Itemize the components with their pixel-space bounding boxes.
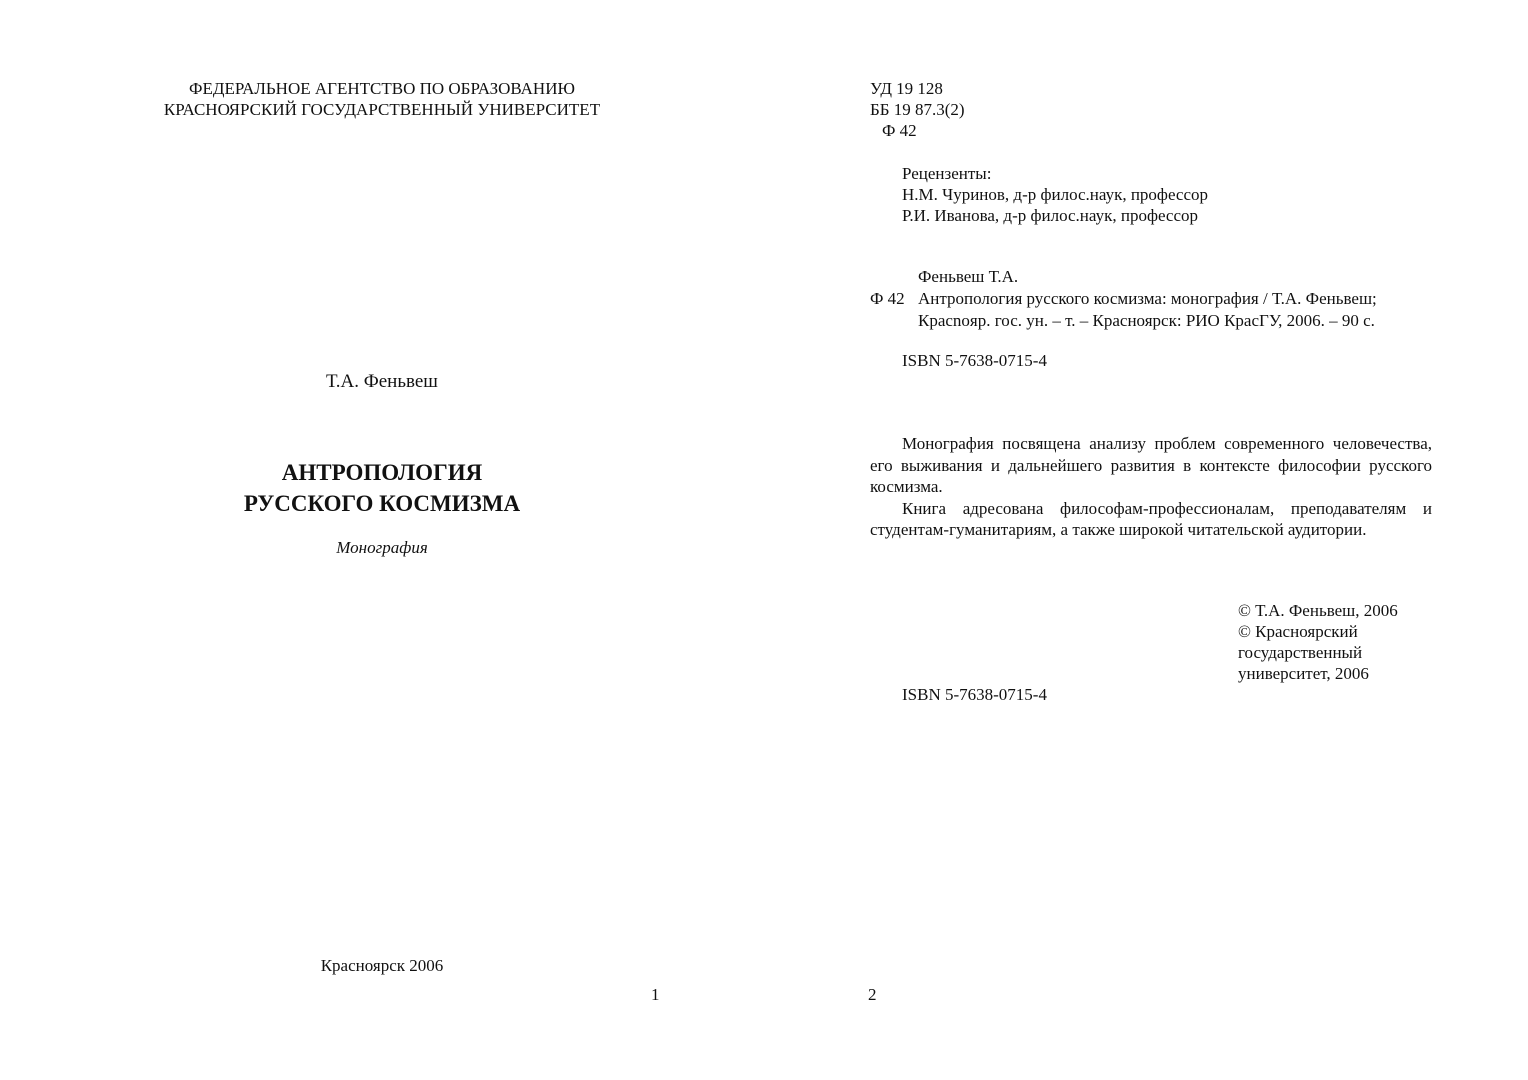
page-number-right: 2 [868,985,877,1004]
biblio-line-2: Красnoяр. гос. ун. – т. – Красноярск: РИО КрасГУ, 2006. – 90 с. [918,311,1375,330]
copyright-line-2: © Красноярский [1238,622,1358,641]
isbn-bottom: ISBN 5-7638-0715-4 [902,685,1047,704]
agency-line-1: ФЕДЕРАЛЬНОЕ АГЕНТСТВО ПО ОБРАЗОВАНИЮ [189,79,575,98]
reviewer-1: Н.М. Чуринов, д-р филос.наук, профессор [902,185,1208,204]
copyright-line-3: государственный [1238,643,1363,662]
book-title [100,457,664,519]
copyright-line-1: © Т.А. Феньвеш, 2006 [1238,601,1398,620]
agency-header [100,78,664,120]
classification-codes [870,78,965,141]
author-mark: Ф 42 [882,121,917,140]
annotation-paragraph-1: Монография посвящена анализу проблем современного человечества, его выживания и дальнейшего развития в контексте философии русского космизма. [870,434,1432,496]
udk-code: УД 19 128 [870,79,943,98]
copyright-block [1238,600,1398,684]
biblio-author: Феньвеш Т.А. [918,267,1019,286]
agency-line-2: КРАСНОЯРСКИЙ ГОСУДАРСТВЕННЫЙ УНИВЕРСИТЕТ [163,100,601,119]
isbn-top: ISBN 5-7638-0715-4 [902,351,1047,370]
author-name: Т.А. Феньвеш [326,371,438,392]
copyright-line-4: университет, 2006 [1238,664,1369,683]
annotation [870,433,1432,541]
biblio-line-1: Антропология русского космизма: монография / Т.А. Феньвеш; [918,289,1377,308]
city-year: Красноярск 2006 [320,956,444,975]
biblio-description [918,288,1434,332]
title-line-2: РУССКОГО КОСМИЗМА [243,491,521,516]
reviewers-block [902,163,1208,226]
book-subtitle: Монография [336,538,428,557]
reviewers-heading: Рецензенты: [902,164,992,183]
reviewer-2: Р.И. Иванова, д-р филос.наук, профессор [902,206,1199,225]
annotation-paragraph-2: Книга адресована философам-профессионалам, преподавателям и студентам-гуманитариям, а также широкой читательской аудитории. [870,498,1432,539]
page-number-left: 1 [651,985,660,1004]
biblio-code: Ф 42 [870,289,905,308]
right-page [764,0,1528,1080]
bbk-code: ББ 19 87.3(2) [870,100,965,119]
title-line-1: АНТРОПОЛОГИЯ [281,460,483,485]
